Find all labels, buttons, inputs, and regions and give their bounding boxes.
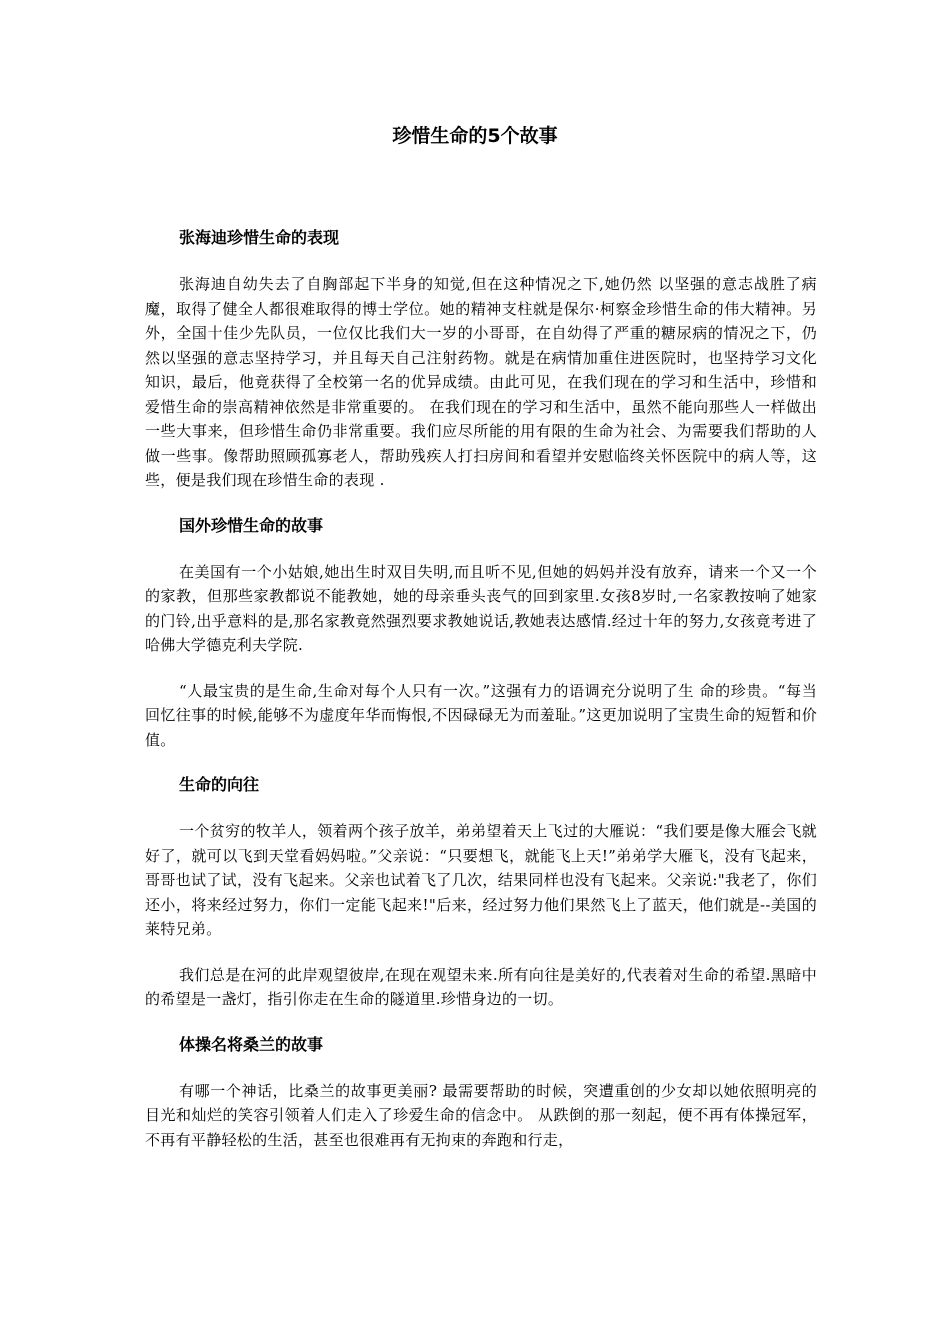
paragraph: “人最宝贵的是生命,生命对每个人只有一次。”这强有力的语调充分说明了生 命的珍贵。“每当回忆往事的时候,能够不为虚度年华而悔恨,不因碌碌无为而羞耻。”这更加说明了宝贵生命的短暂和价值。 <box>145 681 817 749</box>
document-body <box>145 226 817 1173</box>
section-heading: 国外珍惜生命的故事 <box>179 515 324 535</box>
section-sang-lan <box>145 1033 817 1153</box>
paragraph: 有哪一个神话，比桑兰的故事更美丽? 最需要帮助的时候，突遭重创的少女却以她依照明亮的目光和灿烂的笑容引领着人们走入了珍爱生命的信念中。 从跌倒的那一刻起，便不再有体操冠军，不再有平静轻松的生活，甚至也很难再有无拘束的奔跑和行走， <box>145 1081 817 1149</box>
document-title: 珍惜生命的5个故事 <box>392 125 558 147</box>
section-heading: 张海迪珍惜生命的表现 <box>179 228 340 247</box>
paragraph: 在美国有一个小姑娘,她出生时双目失明,而且听不见,但她的妈妈并没有放弃，请来一个又一个的家教，但那些家教都说不能教她，她的母亲垂头丧气的回到家里.女孩8岁时,一名家教按响了她家的门铃,出乎意料的是,那名家教竟然强烈要求教她说话,教她表达感情.经过十年的努力,女孩竟考进了哈佛大学德克利夫学院. <box>145 562 817 654</box>
section-heading: 生命的向往 <box>179 775 260 794</box>
section-foreign-story <box>145 514 817 753</box>
section-longing-for-life <box>145 773 817 1012</box>
paragraph: 我们总是在河的此岸观望彼岸,在现在观望未来.所有向往是美好的,代表着对生命的希望.黑暗中的希望是一盏灯，指引你走在生命的隧道里.珍惜身边的一切。 <box>145 965 817 1008</box>
paragraph: 张海迪自幼失去了自胸部起下半身的知觉,但在这种情况之下,她仍然 以坚强的意志战胜了病魔，取得了健全人都很难取得的博士学位。她的精神支柱就是保尔·柯察金珍惜生命的伟大精神。另外，全国十佳少先队员，一位仅比我们大一岁的小哥哥，在自幼得了严重的糖尿病的情况之下，仍然以坚强的意志坚持学习，并且每天自己注射药物。就是在病情加重住进医院时，也坚持学习文化知识，最后，他竟获得了全校第一名的优异成绩。由此可见，在我们现在的学习和生活中，珍惜和爱惜生命的崇高精神依然是非常重要的。 在我们现在的学习和生活中，虽然不能向那些人一样做出一些大事来，但珍惜生命仍非常重要。我们应尽所能的用有限的生命为社会、为需要我们帮助的人做一些事。像帮助照顾孤寡老人，帮助残疾人打扫房间和看望并安慰临终关怀医院中的病人等，这些，便是我们现在珍惜生命的表现 . <box>145 275 817 489</box>
section-heading: 体操名将桑兰的故事 <box>179 1034 324 1054</box>
paragraph: 一个贫穷的牧羊人，领着两个孩子放羊，弟弟望着天上飞过的大雁说：“我们要是像大雁会飞就好了，就可以飞到天堂看妈妈啦。”父亲说：“只要想飞，就能飞上天!”弟弟学大雁飞，没有飞起来，哥哥也试了试，没有飞起来。父亲也试着飞了几次，结果同样也没有飞起来。父亲说:"我老了，你们还小，将来经过努力，你们一定能飞起来!"后来，经过努力他们果然飞上了蓝天，他们就是--美国的莱特兄弟。 <box>145 822 817 938</box>
section-zhang-haidi <box>145 226 817 493</box>
